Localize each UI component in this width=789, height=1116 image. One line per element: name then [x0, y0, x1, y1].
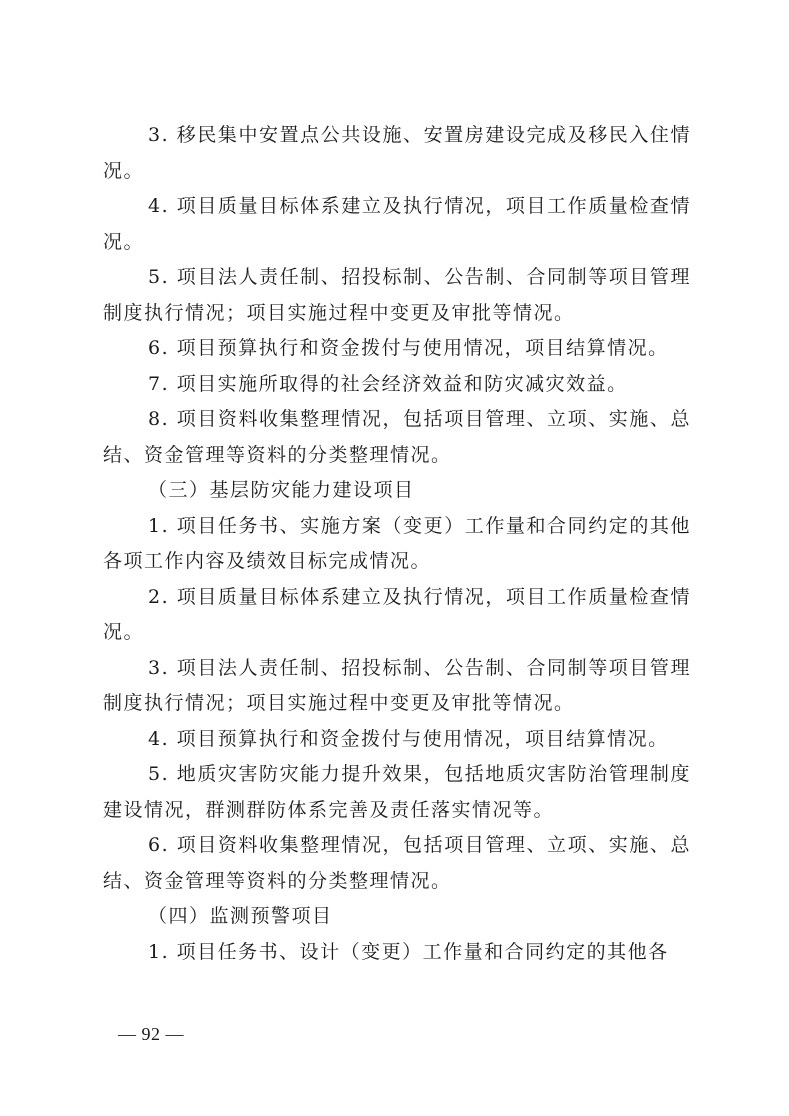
- page-number: — 92 —: [118, 1024, 184, 1044]
- paragraph-3-management: 3. 项目法人责任制、招投标制、公告制、合同制等项目管理制度执行情况；项目实施过程中变更及审批等情况。: [103, 656, 691, 714]
- document-body: [103, 118, 691, 970]
- paragraph-1-tasks: 1. 项目任务书、实施方案（变更）工作量和合同约定的其他各项工作内容及绩效目标完成情况。: [103, 514, 691, 572]
- paragraph-3-resettlement: 3. 移民集中安置点公共设施、安置房建设完成及移民入住情况。: [103, 124, 691, 182]
- section-heading-3: （三）基层防灾能力建设项目: [148, 479, 415, 501]
- paragraph-5-management: 5. 项目法人责任制、招投标制、公告制、合同制等项目管理制度执行情况；项目实施过程中变更及审批等情况。: [103, 266, 691, 324]
- paragraph-8-records: 8. 项目资料收集整理情况，包括项目管理、立项、实施、总结、资金管理等资料的分类整理情况。: [103, 408, 691, 466]
- section-heading-4: （四）监测预警项目: [148, 905, 333, 927]
- paragraph-4-quality: 4. 项目质量目标体系建立及执行情况，项目工作质量检查情况。: [103, 195, 691, 253]
- paragraph-1-monitoring: 1. 项目任务书、设计（变更）工作量和合同约定的其他各: [148, 940, 669, 963]
- paragraph-6-budget: 6. 项目预算执行和资金拨付与使用情况，项目结算情况。: [148, 337, 669, 359]
- paragraph-7-benefit: 7. 项目实施所取得的社会经济效益和防灾减灾效益。: [148, 372, 628, 395]
- paragraph-4-budget: 4. 项目预算执行和资金拨付与使用情况，项目结算情况。: [148, 727, 669, 750]
- paragraph-5-capacity: 5. 地质灾害防灾能力提升效果，包括地质灾害防治管理制度建设情况，群测群防体系完善及责任落实情况等。: [103, 763, 691, 821]
- paragraph-2-quality: 2. 项目质量目标体系建立及执行情况，项目工作质量检查情况。: [103, 585, 691, 643]
- paragraph-6-records: 6. 项目资料收集整理情况，包括项目管理、立项、实施、总结、资金管理等资料的分类整理情况。: [103, 834, 691, 892]
